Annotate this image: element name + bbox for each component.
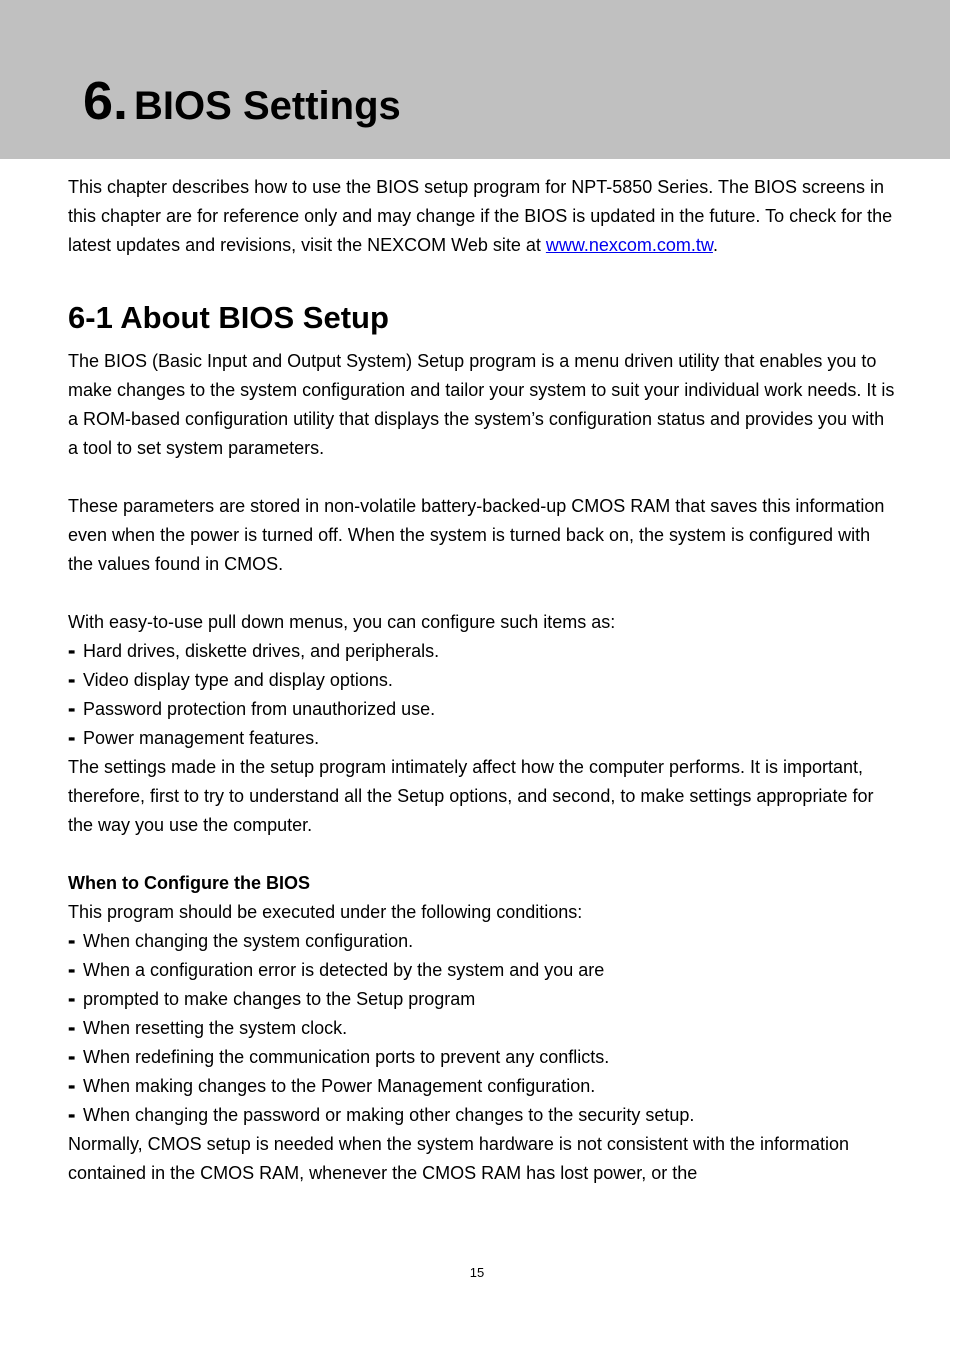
bullet-icon: ▪▪ (68, 673, 74, 688)
chapter-title-text: BIOS Settings (134, 84, 401, 128)
settings-paragraph: The settings made in the setup program intimately affect how the computer performs. It is important, therefore, first to try to understand all the Setup options, and second, to make settings appropriate for the way you use the computer. (68, 757, 874, 835)
list-item: ▪▪ Power management features. (68, 724, 898, 753)
list-item: ▪▪ Password protection from unauthorized use. (68, 695, 898, 724)
list-item: ▪▪ When redefining the communication ports to prevent any conflicts. (68, 1043, 898, 1072)
list-item: ▪▪ When changing the password or making other changes to the security setup. (68, 1101, 898, 1130)
bullet-icon: ▪▪ (68, 1079, 74, 1094)
list-item: ▪▪ prompted to make changes to the Setup program (68, 985, 898, 1014)
conditions-list (68, 927, 898, 1130)
chapter-title (83, 71, 401, 131)
configure-heading: When to Configure the BIOS (68, 873, 310, 893)
intro-text: This chapter describes how to use the BIOS setup program for NPT-5850 Series. The BIOS screens in this chapter are for reference only and may change if the BIOS is updated in the future. To check for the latest updates and revisions, visit the NEXCOM Web site at (68, 177, 893, 255)
bullet-icon: ▪▪ (68, 934, 74, 949)
bios-description-paragraph: The BIOS (Basic Input and Output System) Setup program is a menu driven utility that enables you to make changes to the system configuration and tailor your system to suit your individual work needs. It is a ROM-based configuration utility that displays the system’s configuration status and provides you with a tool to set system parameters. (68, 351, 895, 458)
configurable-items-list (68, 637, 898, 753)
page-content (68, 173, 898, 1188)
bullet-icon: ▪▪ (68, 644, 74, 659)
list-item: ▪▪ Video display type and display options. (68, 666, 898, 695)
nexcom-website-link[interactable]: www.nexcom.com.tw (545, 235, 713, 255)
cmos-paragraph: These parameters are stored in non-volatile battery-backed-up CMOS RAM that saves this information even when the power is turned off. When the system is turned back on, the system is configured with the values found in CMOS. (68, 496, 885, 574)
list-item: ▪▪ When a configuration error is detected by the system and you are (68, 956, 898, 985)
list-item: ▪▪ Hard drives, diskette drives, and peripherals. (68, 637, 898, 666)
bullet-icon: ▪▪ (68, 702, 74, 717)
intro-paragraph (68, 173, 898, 260)
list-item: ▪▪ When changing the system configuration. (68, 927, 898, 956)
bullet-icon: ▪▪ (68, 1050, 74, 1065)
bullet-icon: ▪▪ (68, 992, 74, 1007)
list-item: ▪▪ When making changes to the Power Management configuration. (68, 1072, 898, 1101)
intro-end: . (712, 235, 718, 255)
closing-paragraph: Normally, CMOS setup is needed when the system hardware is not consistent with the information contained in the CMOS RAM, whenever the CMOS RAM has lost power, or the (68, 1134, 850, 1183)
menus-intro: With easy-to-use pull down menus, you can configure such items as: (68, 612, 616, 632)
bullet-icon: ▪▪ (68, 963, 74, 978)
configure-intro: This program should be executed under the following conditions: (68, 902, 583, 922)
page-number: 15 (469, 1265, 485, 1280)
section-heading: 6-1 About BIOS Setup (68, 300, 389, 335)
bullet-icon: ▪▪ (68, 1021, 74, 1036)
bullet-icon: ▪▪ (68, 731, 74, 746)
chapter-number: 6. (83, 71, 129, 131)
bullet-icon: ▪▪ (68, 1108, 74, 1123)
list-item: ▪▪ When resetting the system clock. (68, 1014, 898, 1043)
